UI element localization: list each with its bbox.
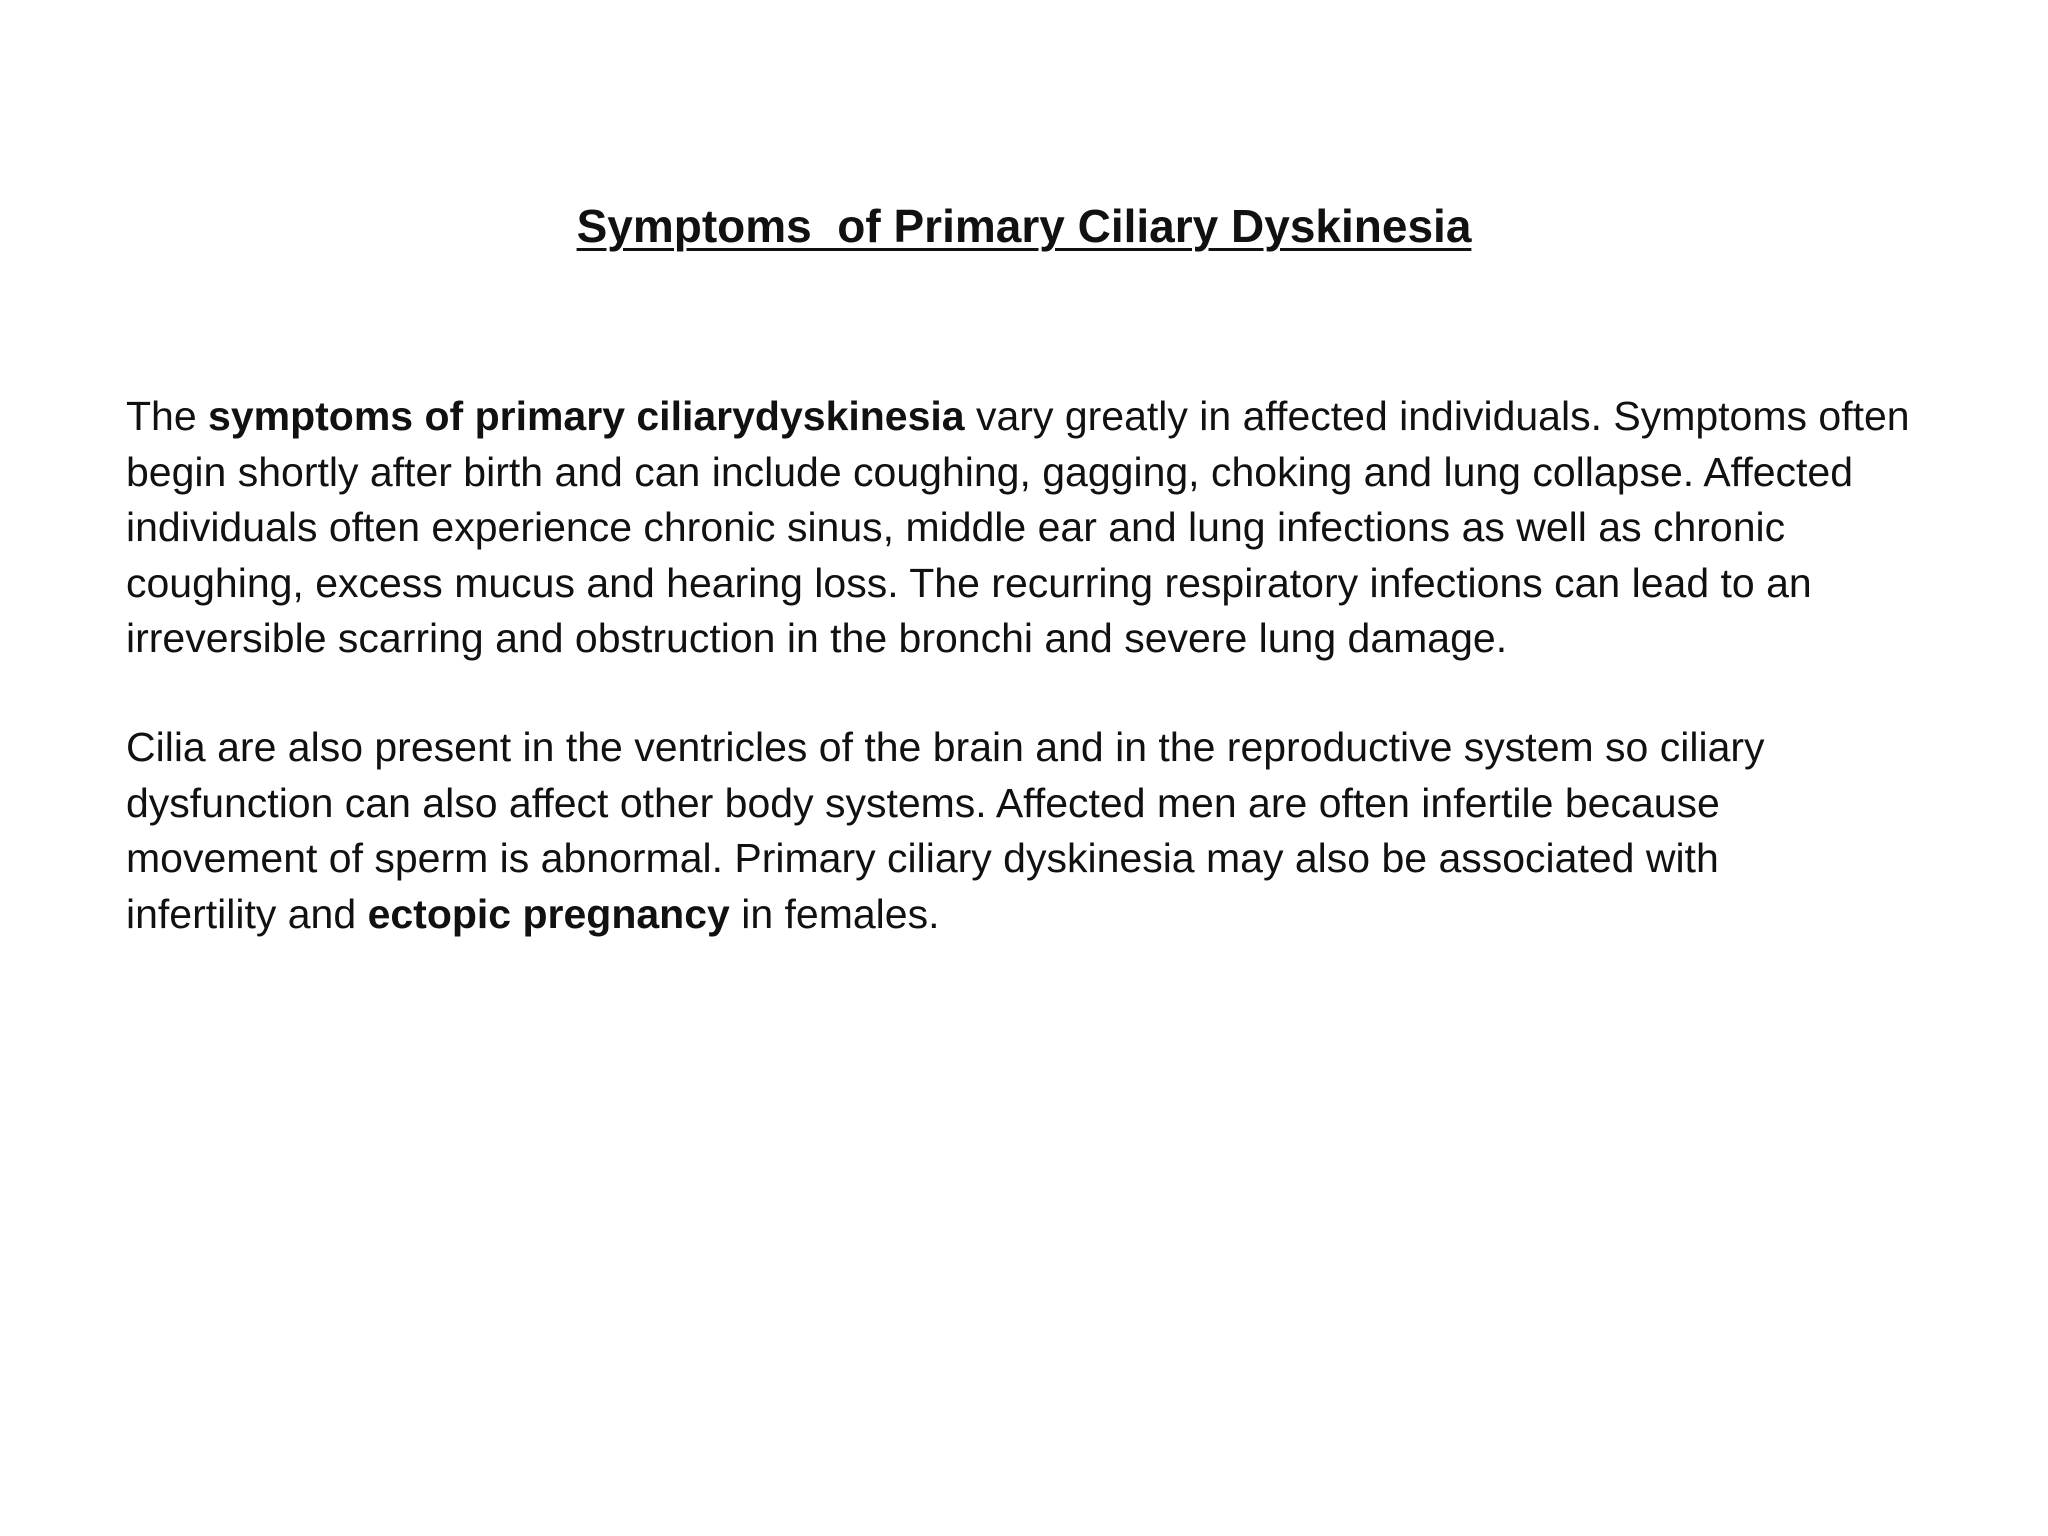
bold-term-symptoms: symptoms of primary ciliarydyskinesia	[208, 393, 965, 439]
paragraph-line: irreversible scarring and obstruction in the bronchi and severe lung damage.	[126, 615, 1508, 661]
paragraph-line: Cilia are also present in the ventricles of the brain and in the reproductive system so ciliary	[126, 724, 1765, 770]
page-title-text: Symptoms of Primary Ciliary Dyskinesia	[576, 200, 1472, 252]
page-title	[0, 196, 2048, 256]
paragraph-symptoms	[126, 389, 1986, 667]
paragraph-line: coughing, excess mucus and hearing loss. The recurring respiratory infections can lead to an	[126, 559, 1812, 606]
paragraph-line	[126, 389, 1986, 445]
text-run: The	[126, 393, 209, 439]
text-run: infertility and	[126, 890, 368, 937]
paragraph-line: begin shortly after birth and can include coughing, gagging, choking and lung collapse. Affected	[126, 448, 1854, 495]
paragraph-line: movement of sperm is abnormal. Primary ciliary dyskinesia may also be associated with	[126, 835, 1719, 881]
paragraph-line	[126, 887, 1986, 943]
bold-term-ectopic-pregnancy: ectopic pregnancy	[367, 890, 730, 937]
text-run: vary greatly in affected individuals. Symptoms often	[964, 393, 1910, 439]
paragraph-line: individuals often experience chronic sinus, middle ear and lung infections as well as chronic	[126, 504, 1786, 550]
paragraph-line: dysfunction can also affect other body systems. Affected men are often infertile because	[126, 779, 1720, 826]
text-run: in females.	[729, 890, 940, 937]
paragraph-cilia	[126, 720, 1986, 942]
